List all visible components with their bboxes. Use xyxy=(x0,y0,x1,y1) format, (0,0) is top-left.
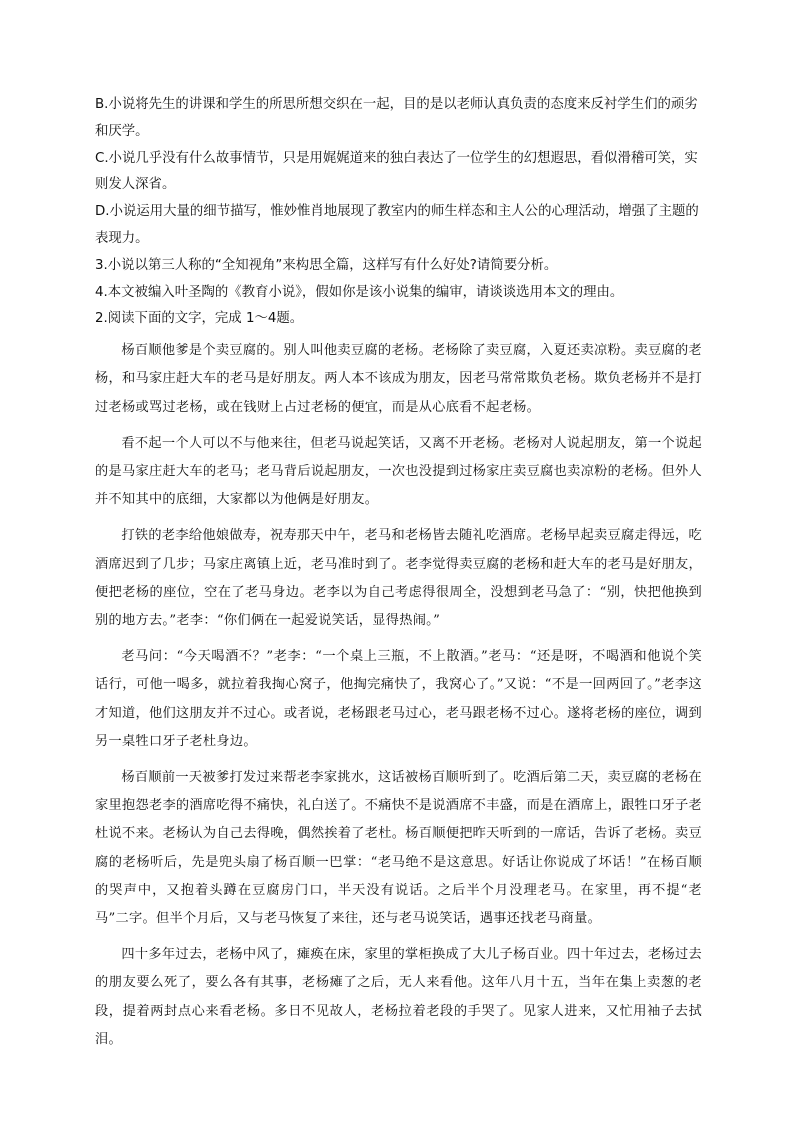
passage-paragraph: 杨百顺前一天被爹打发过来帮老李家挑水，这话被杨百顺听到了。吃酒后第二天，卖豆腐的老杨在家里抱怨老李的酒席吃得不痛快，礼白送了。不痛快不是说酒席不丰盛，而是在酒席上，跟牲口牙子老杜说不来。老杨认为自己去得晚，偶然挨着了老杜。杨百顺便把昨天听到的一席话，告诉了老杨。卖豆腐的老杨听后，先是兜头扇了杨百顺一巴掌：“老马绝不是这意思。好话让你说成了坏话！”在杨百顺的哭声中，又抱着头蹲在豆腐房门口，半天没有说话。之后半个月没理老马。在家里，再不提“老马”二字。但半个月后，又与老马恢复了来往，还与老马说笑话，遇事还找老马商量。 xyxy=(95,770,702,927)
reading-passage xyxy=(95,337,702,1054)
options-block xyxy=(95,92,702,253)
option-d: D.小说运用大量的细节描写，惟妙惟肖地展现了教室内的师生样态和主人公的心理活动，增强了主题的表现力。 xyxy=(95,204,699,246)
question-4: 4.本文被编入叶圣陶的《教育小说》，假如你是该小说集的编审，请谈谈选用本文的理由。 xyxy=(95,284,624,300)
option-b: B.小说将先生的讲课和学生的所思所想交织在一起，目的是以老师认真负责的态度来反衬学生们的顽劣和厌学。 xyxy=(95,97,698,139)
option-c: C.小说几乎没有什么故事情节，只是用娓娓道来的独白表达了一位学生的幻想遐思，看似滑稽可笑，实则发人深省。 xyxy=(95,150,698,193)
passage-paragraph: 四十多年过去，老杨中风了，瘫痪在床，家里的掌柜换成了大儿子杨百业。四十年过去，老杨过去的朋友要么死了，要么各有其事，老杨瘫了之后，无人来看他。这年八月十五，当年在集上卖葱的老段，提着两封点心来看老杨。多日不见故人，老杨拉着老段的手哭了。见家人进来，又忙用袖子去拭泪。 xyxy=(95,947,702,1047)
questions-block xyxy=(95,253,702,307)
passage-paragraph: 看不起一个人可以不与他来往，但老马说起笑话，又离不开老杨。老杨对人说起朋友，第一个说起的是马家庄赶大车的老马；老马背后说起朋友，一次也没提到过杨家庄卖豆腐也卖凉粉的老杨。但外人并不知其中的底细，大家都以为他俩是好朋友。 xyxy=(95,435,702,508)
passage-paragraph: 杨百顺他爹是个卖豆腐的。别人叫他卖豆腐的老杨。老杨除了卖豆腐，入夏还卖凉粉。卖豆腐的老杨，和马家庄赶大车的老马是好朋友。两人本不该成为朋友，因老马常常欺负老杨。欺负老杨并不是打过老杨或骂过老杨，或在钱财上占过老杨的便宜，而是从心底看不起老杨。 xyxy=(95,343,702,415)
passage-paragraph: 老马问：“今天喝酒不？”老李：“一个桌上三瓶，不上散酒。”老马：“还是呀，不喝酒和他说个笑话行，可他一喝多，就拉着我掏心窝子，他掏完痛快了，我窝心了。”又说：“不是一回两回了。”老李这才知道，他们这朋友并不过心。或者说，老杨跟老马过心，老马跟老杨不过心。遂将老杨的座位，调到另一桌牲口牙子老杜身边。 xyxy=(95,649,702,749)
question-3: 3.小说以第三人称的“全知视角”来构思全篇，这样写有什么好处?请简要分析。 xyxy=(95,257,558,273)
section-heading: 2.阅读下面的文字，完成 1～4题。 xyxy=(95,311,304,327)
passage-paragraph: 打铁的老李给他娘做寿，祝寿那天中午，老马和老杨皆去随礼吃酒席。老杨早起卖豆腐走得远，吃酒席迟到了几步；马家庄离镇上近，老马准时到了。老李觉得卖豆腐的老杨和赶大车的老马是好朋友，便把老杨的座位，空在了老马身边。老李以为自己考虑得很周全，没想到老马急了：“别，快把他换到别的地方去。”老李：“你们俩在一起爱说笑话，显得热闹。” xyxy=(95,528,702,628)
